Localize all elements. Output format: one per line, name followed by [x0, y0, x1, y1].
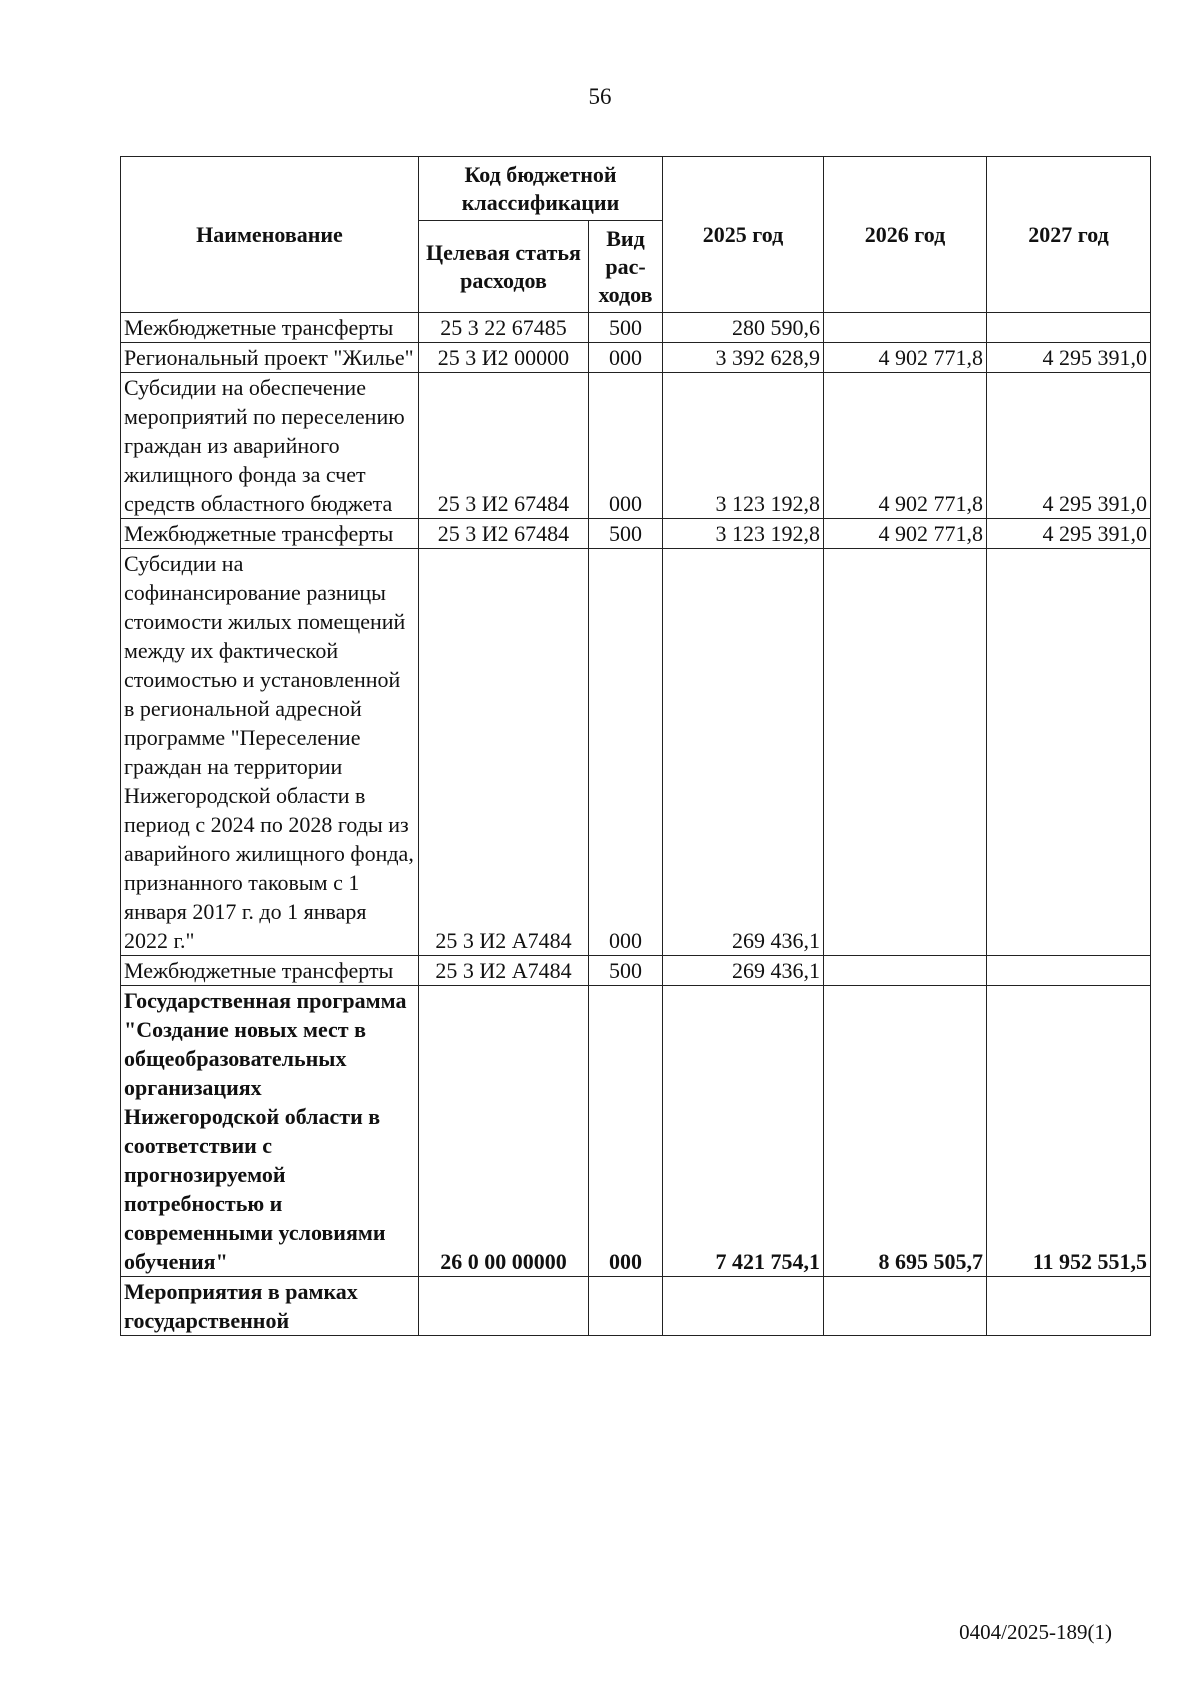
- table-header: [121, 157, 1151, 313]
- cell-2025: 3 123 192,8: [663, 519, 824, 549]
- cell-2027: 4 295 391,0: [987, 519, 1151, 549]
- table-row: [121, 519, 1151, 549]
- header-year-2026: 2026 год: [824, 157, 987, 313]
- cell-2027: [987, 1277, 1151, 1336]
- header-year-2027: 2027 год: [987, 157, 1151, 313]
- cell-target-article: [419, 1277, 589, 1336]
- cell-target-article: 25 3 22 67485: [419, 313, 589, 343]
- cell-expense-kind: 000: [589, 373, 663, 519]
- cell-2026: 4 902 771,8: [824, 373, 987, 519]
- cell-2026: [824, 549, 987, 956]
- cell-2026: [824, 1277, 987, 1336]
- cell-2025: 3 392 628,9: [663, 343, 824, 373]
- cell-name: Региональный проект "Жилье": [121, 343, 419, 373]
- cell-2025: 280 590,6: [663, 313, 824, 343]
- cell-expense-kind: 000: [589, 343, 663, 373]
- cell-2026: [824, 313, 987, 343]
- table-body: [121, 313, 1151, 1336]
- cell-target-article: 25 3 И2 00000: [419, 343, 589, 373]
- cell-target-article: 25 3 И2 А7484: [419, 956, 589, 986]
- cell-name: Субсидии на обеспечение мероприятий по переселению граждан из аварийного жилищного фонда за счет средств областного бюджета: [121, 373, 419, 519]
- header-target-article: Целевая статья расходов: [419, 221, 589, 313]
- cell-2026: 4 902 771,8: [824, 343, 987, 373]
- cell-2026: 8 695 505,7: [824, 986, 987, 1277]
- table-row: [121, 1277, 1151, 1336]
- cell-expense-kind: 000: [589, 549, 663, 956]
- header-expense-kind: Вид рас-ходов: [589, 221, 663, 313]
- document-code: 0404/2025-189(1): [959, 1620, 1112, 1644]
- cell-2026: [824, 956, 987, 986]
- cell-target-article: 25 3 И2 67484: [419, 373, 589, 519]
- cell-name: Мероприятия в рамках государственной: [121, 1277, 419, 1336]
- budget-table: [120, 156, 1151, 1336]
- cell-name: Межбюджетные трансферты: [121, 956, 419, 986]
- cell-target-article: 25 3 И2 А7484: [419, 549, 589, 956]
- cell-2027: [987, 549, 1151, 956]
- cell-2025: 3 123 192,8: [663, 373, 824, 519]
- cell-2026: 4 902 771,8: [824, 519, 987, 549]
- cell-2025: 269 436,1: [663, 956, 824, 986]
- cell-target-article: 25 3 И2 67484: [419, 519, 589, 549]
- table-row: [121, 313, 1151, 343]
- cell-expense-kind: 500: [589, 956, 663, 986]
- cell-expense-kind: 500: [589, 519, 663, 549]
- cell-name: Межбюджетные трансферты: [121, 519, 419, 549]
- table-row: [121, 343, 1151, 373]
- cell-expense-kind: [589, 1277, 663, 1336]
- cell-2027: 11 952 551,5: [987, 986, 1151, 1277]
- header-kbk-group: Код бюджетной классификации: [419, 157, 663, 221]
- table-row: [121, 373, 1151, 519]
- cell-2027: [987, 313, 1151, 343]
- cell-name: Государственная программа "Создание новых мест в общеобразовательных организациях Нижегородской области в соответствии с прогнозируемой потребностью и современными условиями обучения": [121, 986, 419, 1277]
- cell-expense-kind: 500: [589, 313, 663, 343]
- cell-name: Субсидии на софинансирование разницы стоимости жилых помещений между их фактической стоимостью и установленной в региональной адресной программе "Переселение граждан на территории Нижегородской области в период с 2024 по 2028 годы из аварийного жилищного фонда, признанного таковым с 1 января 2017 г. до 1 января 2022 г.": [121, 549, 419, 956]
- cell-expense-kind: 000: [589, 986, 663, 1277]
- header-year-2025: 2025 год: [663, 157, 824, 313]
- page-number: 56: [588, 84, 612, 109]
- cell-target-article: 26 0 00 00000: [419, 986, 589, 1277]
- cell-2027: [987, 956, 1151, 986]
- cell-2025: [663, 1277, 824, 1336]
- cell-2027: 4 295 391,0: [987, 373, 1151, 519]
- cell-2027: 4 295 391,0: [987, 343, 1151, 373]
- cell-2025: 7 421 754,1: [663, 986, 824, 1277]
- cell-name: Межбюджетные трансферты: [121, 313, 419, 343]
- header-name: Наименование: [121, 157, 419, 313]
- table-row: [121, 549, 1151, 956]
- table-row: [121, 956, 1151, 986]
- cell-2025: 269 436,1: [663, 549, 824, 956]
- table-row: [121, 986, 1151, 1277]
